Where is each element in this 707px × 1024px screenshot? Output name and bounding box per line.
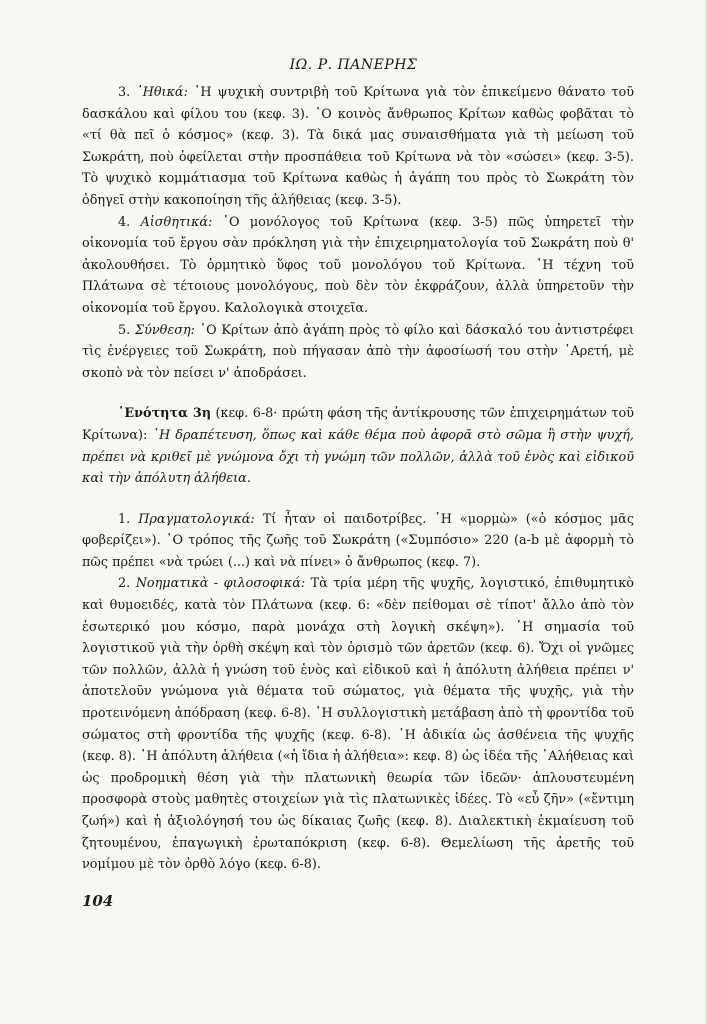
paragraph-synthesis [82,320,634,385]
item-text: ῾Η ψυχικὴ συντριβὴ τοῦ Κρίτωνα γιὰ τὸν ἐπικείμενο θάνατο τοῦ δασκάλου καὶ φίλου του (κεφ. 3). ῾Ο κοινὸς ἄνθρωπος Κρίτων καθὼς φοβᾶται τὸ «τί θὰ πεῖ ὁ κόσμος» (κεφ. 3). Τὰ δικά μας συναισθήματα γιὰ τὴ μείωση τοῦ Σωκράτη, ποὺ ὀφείλεται στὴν προσπάθεια τοῦ Κρίτωνα νὰ τὸν «σώσει» (κεφ. 3-5). Τὸ ψυχικὸ κομμάτιασμα τοῦ Κρίτωνα καθὼς ἡ ἀγάπη του πρὸς τὸ Σωκράτη τὸν ὁδηγεῖ στὴν κακοποίηση τῆς ἀλήθειας (κεφ. 3-5). [82,85,634,208]
item-label: ᾿Ηθικά: [136,85,188,100]
item-number: 2. [118,576,131,592]
paragraph-philosophical [82,573,634,875]
page-body [82,82,634,876]
section-heading-paragraph [82,403,634,489]
paragraph-ethics [82,82,634,212]
item-text: ῾Ο Κρίτων ἀπὸ ἀγάπη πρὸς τὸ φίλο καὶ δάσκαλό του ἀντιστρέφει τὶς ἐνέργειες τοῦ Σωκράτη, ποὺ πήγασαν ἀπὸ τὴν ἀφοσίωσή του στὴν ᾿Αρετή, μὲ σκοπὸ νὰ τὸν πείσει ν' ἀποδράσει. [82,322,635,381]
section-title: ῾Ενότητα 3η [118,406,212,422]
item-number: 1. [118,511,131,527]
paragraph-factual [82,509,634,574]
item-text: Τὰ τρία μέρη τῆς ψυχῆς, λογιστικό, ἐπιθυμητικὸ καὶ θυμοειδές, κατὰ τὸν Πλάτωνα (κεφ. 6: «δὲν πείθομαι σὲ τίποτ' ἄλλο ἀπὸ τὸν ἐσωτερικό μου κόσμο, παρὰ μονάχα στὴ λογικὴ σκέψη»). ῾Η σημασία τοῦ λογιστικοῦ γιὰ τὴν ὀρθὴ σκέψη καὶ τὸν ὁρισμὸ τῶν ἀρετῶν (κεφ. 6). Ὄχι οἱ γνῶμες τῶν πολλῶν, ἀλλὰ ἡ γνώση τοῦ ἑνὸς καὶ εἰδικοῦ καὶ ἡ ἀπόλυτη ἀλήθεια πρέπει ν' ἀποτελοῦν γνώμονα γιὰ θέματα τοῦ σώματος, γιὰ θέματα τῆς ψυχῆς, γιὰ τὴν προτεινόμενη ἀπόδραση (κεφ. 6-8). ῾Η συλλογιστικὴ μετάβαση ἀπὸ τὴ φροντίδα τοῦ σώματος στὴ φροντίδα τῆς ψυχῆς (κεφ. 6-8). ῾Η ἀδικία ὡς ἀσθένεια τῆς ψυχῆς (κεφ. 8). ῾Η ἀπόλυτη ἀλήθεια («ἡ ἴδια ἡ ἀλήθεια»: κεφ. 8) ὡς ἰδέα τῆς ᾿Αλήθειας καὶ ὡς προδρομικὴ θέση γιὰ τὴν πλατωνικὴ θεωρία τῶν ἰδεῶν· ἁπλουστευμένη προσφορὰ στοὺς μαθητὲς στοιχείων γιὰ τὶς πλατωνικὲς ἰδέες. Τὸ «εὖ ζῆν» («ἔντιμη ζωή») καὶ ἡ ἀξιολόγησή του ὡς δίκαιας ζωῆς (κεφ. 8). Διαλεκτικὴ ἐκμαίευση τοῦ ζητουμένου, ἐπαγωγικὴ ἐρωταπόκριση (κεφ. 6-8). Θεμελίωση τῆς ἀρετῆς τοῦ νομίμου μὲ τὸν ὀρθὸ λόγο (κεφ. 6-8). [82,576,634,873]
item-number: 4. [118,214,131,230]
item-text: Τί ἦταν οἱ παιδοτρίβες. ῾Η «μορμὼ» («ὁ κόσμος μᾶς φοβερίζει»). ῾Ο τρόπος τῆς ζωῆς τοῦ Σωκράτη («Συμπόσιο» 220 (a-b μὲ ἀφορμὴ τὸ πῶς πρέπει «νὰ τρώει (...) καὶ νὰ πίνει» ὁ ἄνθρωπος (κεφ. 7). [82,511,634,570]
item-label: Νοηματικὰ - φιλοσοφικά: [135,576,306,592]
item-label: Αἰσθητικά: [140,214,213,230]
item-label: Σύνθεση: [135,322,195,338]
item-number: 5. [118,322,131,338]
item-text: ῾Ο μονόλογος τοῦ Κρίτωνα (κεφ. 3-5) πῶς ὑπηρετεῖ τὴν οἰκονομία τοῦ ἔργου σὰν πρόκληση γιὰ τὴν ἐπιχειρηματολογία τοῦ Σωκράτη ποὺ θ' ἀκολουθήσει. Τὸ ὁρμητικὸ ὕφος τοῦ μονολόγου τοῦ Κρίτωνα. ῾Η τέχνη τοῦ Πλάτωνα σὲ τέτοιους μονολόγους, ποὺ δὲν τὸν ἐκφράζουν, ἀλλὰ ὑπηρετοῦν τὴν οἰκονομία τοῦ ἔργου. Καλολογικὰ στοιχεῖα. [82,214,634,316]
section-thesis: ῾Η δραπέτευση, ὅπως καὶ κάθε θέμα ποὺ ἀφορᾶ στὸ σῶμα ἢ στὴν ψυχή, πρέπει νὰ κριθεῖ μὲ γνώμονα ὄχι τὴ γνώμη τῶν πολλῶν, ἀλλὰ τοῦ ἑνὸς καὶ εἰδικοῦ καὶ τὴν ἀπόλυτη ἀλήθεια. [82,427,634,487]
section-text: (κεφ. 6-8· πρώτη φάση τῆς ἀντίκρουσης τῶν ἐπιχειρημάτων τοῦ Κρίτωνα): [82,406,634,443]
item-label: Πραγματολογικά: [138,511,255,527]
running-header: ΙΩ. Ρ. ΠΑΝΕΡΗΣ [289,57,418,73]
item-number: 3. [118,85,131,100]
page-number: 104 [82,892,114,910]
paragraph-aesthetics [82,212,634,320]
